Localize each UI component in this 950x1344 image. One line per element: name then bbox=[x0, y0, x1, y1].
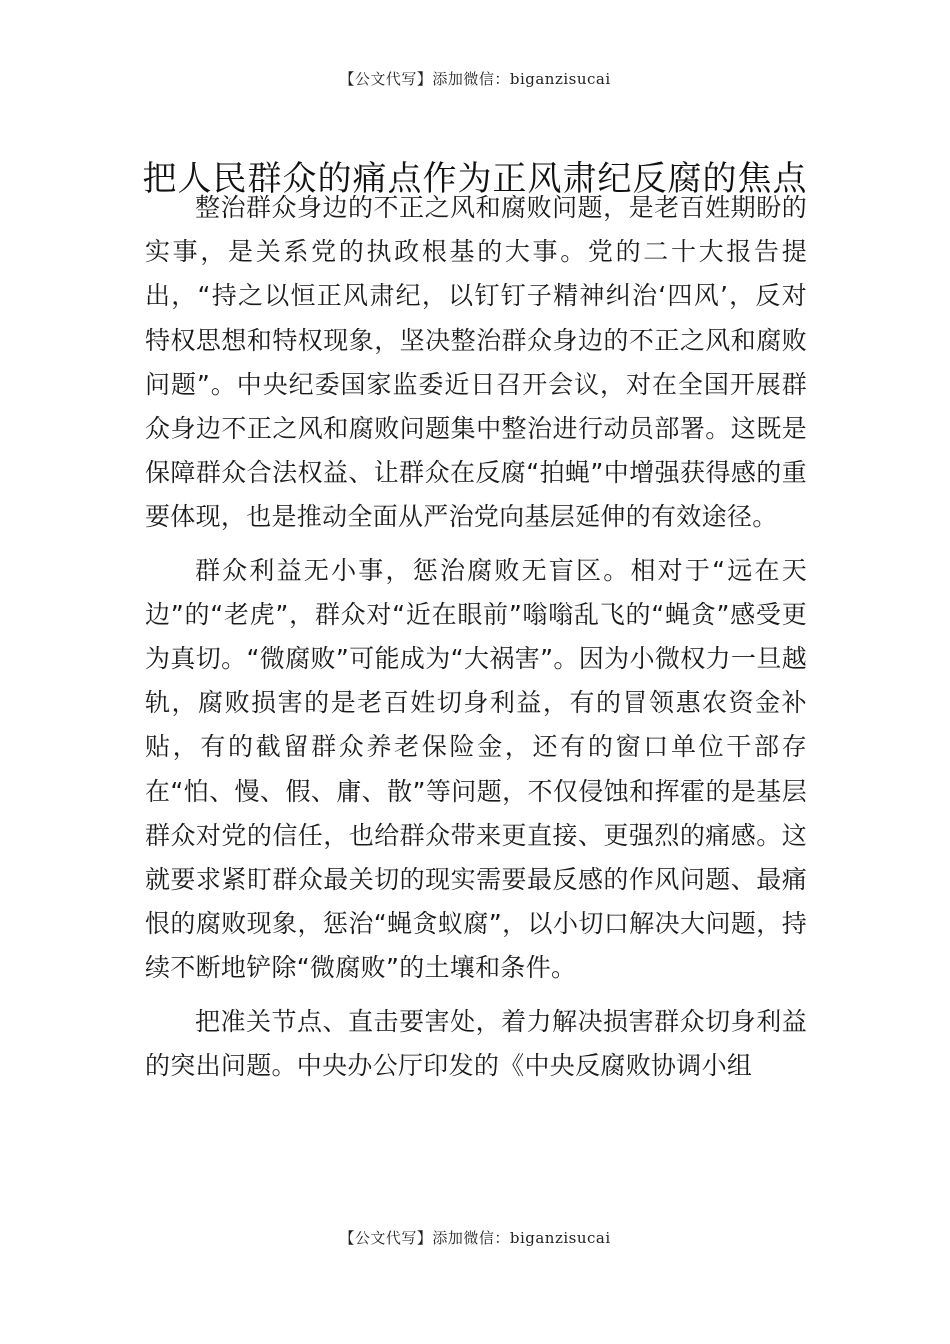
page-footer-watermark: 【公文代写】添加微信：biganzisucai bbox=[339, 1229, 611, 1247]
paragraph-1: 整治群众身边的不正之风和腐败问题，是老百姓期盼的实事，是关系党的执政根基的大事。党的二十大报告提出，“持之以恒正风肃纪，以钉钉子精神纠治‘四风’，反对特权思想和特权现象，坚决整治群众身边的不正之风和腐败问题”。中央纪委国家监委近日召开会议，对在全国开展群众身边不正之风和腐败问题集中整治进行动员部署。这既是保障群众合法权益、让群众在反腐“拍蝇”中增强获得感的重要体现，也是推动全面从严治党向基层延伸的有效途径。 bbox=[145, 193, 807, 532]
document-body bbox=[145, 186, 807, 1097]
paragraph-3: 把准关节点、直击要害处，着力解决损害群众切身利益的突出问题。中央办公厅印发的《中央反腐败协调小组 bbox=[145, 1006, 807, 1080]
page-header-watermark: 【公文代写】添加微信：biganzisucai bbox=[339, 70, 611, 88]
document-title: 把人民群众的痛点作为正风肃纪反腐的焦点 bbox=[142, 158, 808, 199]
paragraph-2: 群众利益无小事，惩治腐败无盲区。相对于“远在天边”的“老虎”，群众对“近在眼前”嗡嗡乱飞的“蝇贪”感受更为真切。“微腐败”可能成为“大祸害”。因为小微权力一旦越轨，腐败损害的是老百姓切身利益，有的冒领惠农资金补贴，有的截留群众养老保险金，还有的窗口单位干部存在“怕、慢、假、庸、散”等问题，不仅侵蚀和挥霍的是基层群众对党的信任，也给群众带来更直接、更强烈的痛感。这就要求紧盯群众最关切的现实需要最反感的作风问题、最痛恨的腐败现象，惩治“蝇贪蚁腐”，以小切口解决大问题，持续不断地铲除“微腐败”的土壤和条件。 bbox=[145, 555, 807, 983]
